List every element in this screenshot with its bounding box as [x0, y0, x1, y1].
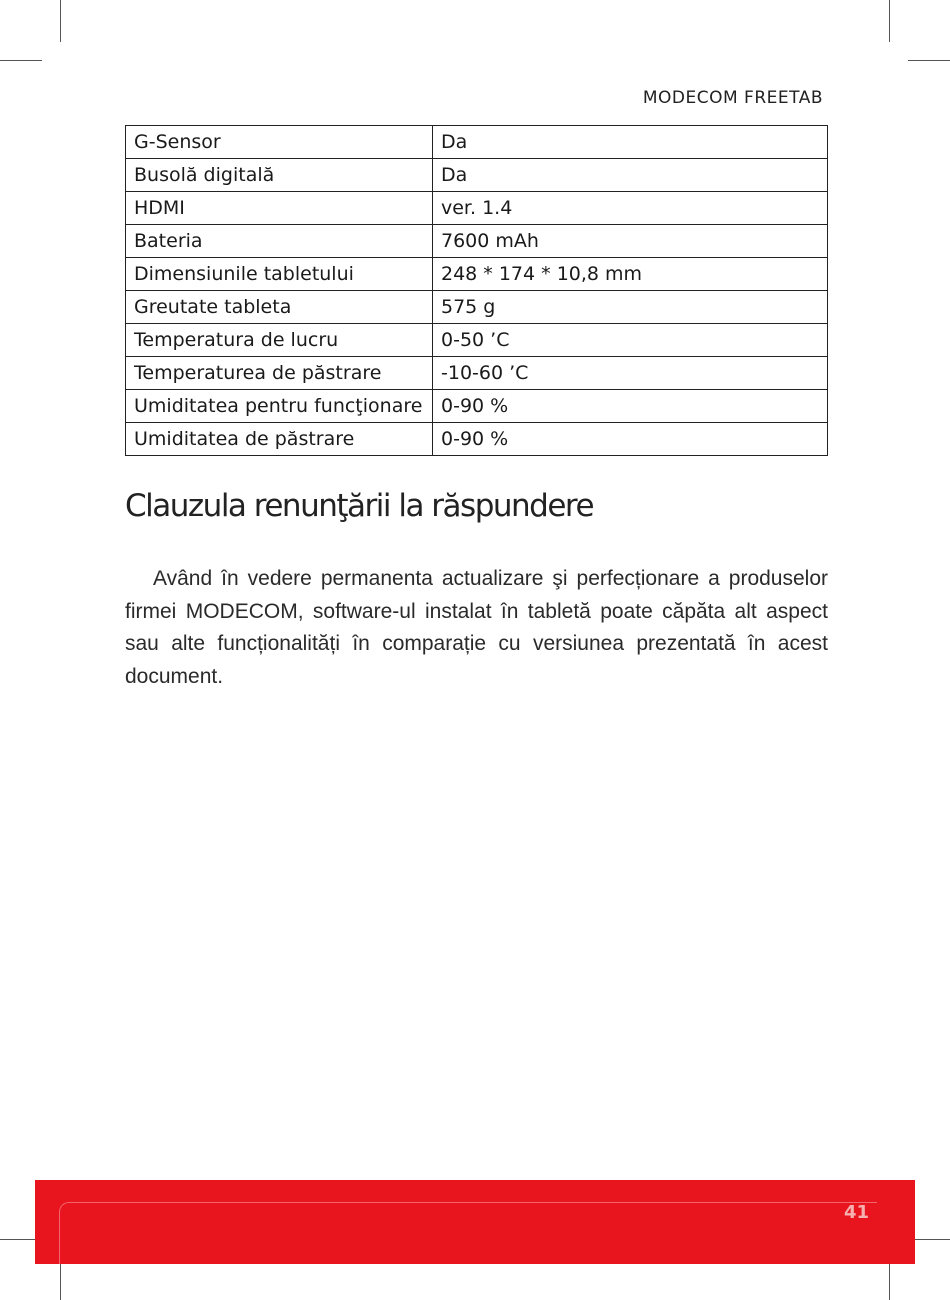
spec-key: Umiditatea pentru funcţionare	[126, 390, 433, 423]
spec-value: -10-60 ’C	[433, 357, 828, 390]
spec-value: 0-90 %	[433, 390, 828, 423]
spec-key: Umiditatea de păstrare	[126, 423, 433, 456]
table-row	[126, 324, 828, 357]
disclaimer-paragraph: Având în vedere permanenta actualizare şi perfecționare a produselor firmei MODECOM, software-ul instalat în tabletă poate căpăta alt aspect sau alte funcționalități în comparație cu versiunea prezentată în acest document.	[125, 567, 828, 688]
spec-value: 248 * 174 * 10,8 mm	[433, 258, 828, 291]
spec-key: Bateria	[126, 225, 433, 258]
spec-key: Temperaturea de păstrare	[126, 357, 433, 390]
spec-key: Temperatura de lucru	[126, 324, 433, 357]
specs-table	[125, 125, 828, 456]
spec-key: Greutate tableta	[126, 291, 433, 324]
spec-key: Busolă digitală	[126, 159, 433, 192]
header-brand: MODECOM FREETAB	[642, 88, 823, 108]
table-row	[126, 225, 828, 258]
spec-key: HDMI	[126, 192, 433, 225]
section-title: Clauzula renunţării la răspundere	[125, 488, 594, 524]
table-row	[126, 291, 828, 324]
spec-key: G-Sensor	[126, 126, 433, 159]
crop-mark	[889, 1258, 890, 1300]
footer-bar	[35, 1180, 915, 1264]
crop-mark	[908, 60, 950, 61]
table-row	[126, 126, 828, 159]
spec-value: 575 g	[433, 291, 828, 324]
table-row	[126, 357, 828, 390]
crop-mark	[889, 0, 890, 42]
footer-frame	[59, 1202, 877, 1265]
spec-value: 0-50 ’C	[433, 324, 828, 357]
spec-value: 0-90 %	[433, 423, 828, 456]
page-number: 41	[843, 1202, 869, 1223]
spec-value: ver. 1.4	[433, 192, 828, 225]
spec-value: Da	[433, 159, 828, 192]
spec-key: Dimensiunile tabletului	[126, 258, 433, 291]
crop-mark	[60, 0, 61, 42]
table-row	[126, 390, 828, 423]
table-row	[126, 159, 828, 192]
table-row	[126, 423, 828, 456]
table-row	[126, 258, 828, 291]
spec-value: Da	[433, 126, 828, 159]
spec-value: 7600 mAh	[433, 225, 828, 258]
crop-mark	[0, 60, 42, 61]
table-row	[126, 192, 828, 225]
